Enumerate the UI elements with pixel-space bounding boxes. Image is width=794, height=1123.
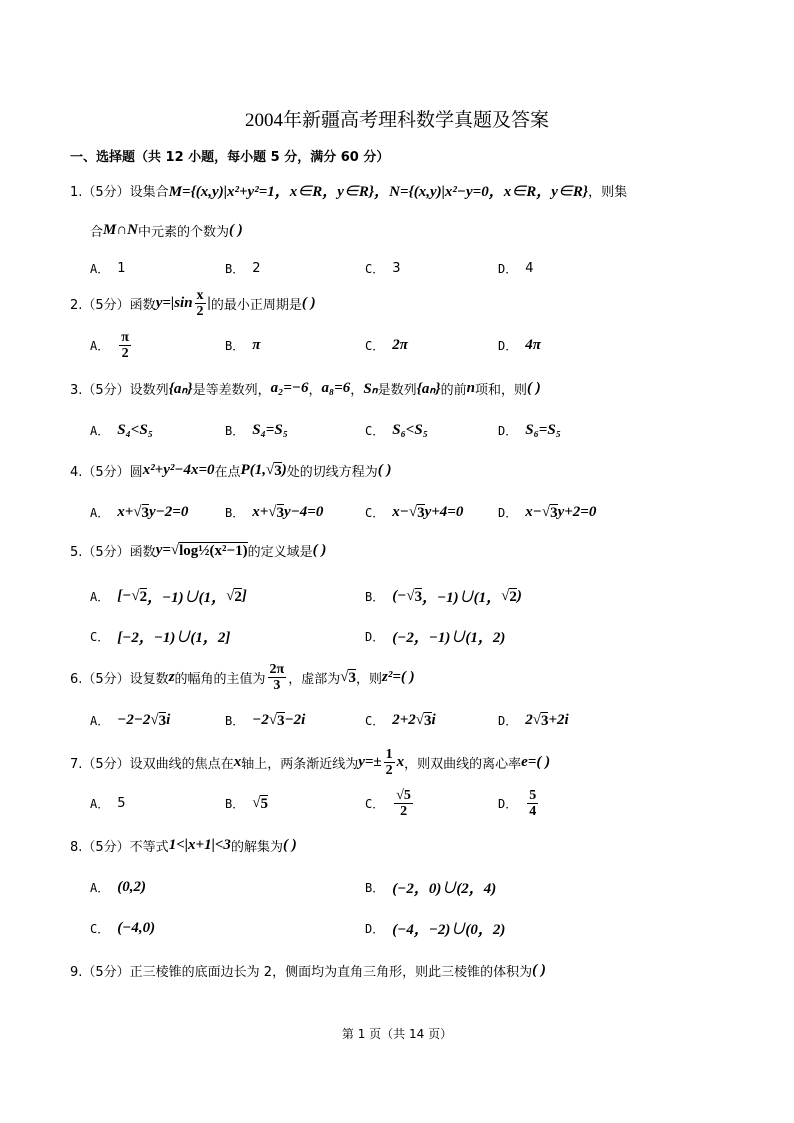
radical-sign: √ xyxy=(131,587,140,604)
text-run: 是数列 xyxy=(377,382,417,398)
option-label: B． xyxy=(225,796,245,811)
text-run: ，则集 xyxy=(588,184,628,200)
radicand: 5 xyxy=(260,795,268,812)
fraction-denominator: 3 xyxy=(273,677,281,693)
radical-sign: √ xyxy=(340,668,349,685)
answer-option[interactable] xyxy=(365,586,522,606)
math-expression: −2−2 xyxy=(117,711,151,728)
answer-option[interactable] xyxy=(365,787,415,819)
text-run: 合 xyxy=(90,224,104,240)
answer-option[interactable] xyxy=(225,258,261,278)
fraction-denominator: 2 xyxy=(385,762,393,778)
answer-option[interactable] xyxy=(90,329,133,361)
math-expression: (−2，−1)∪(1，2) xyxy=(392,629,506,646)
radicand: 3 xyxy=(158,712,167,729)
fraction-numerator: 2π xyxy=(269,661,285,677)
question-stem xyxy=(70,180,627,200)
math-expression: (−4，−2)∪(0，2) xyxy=(392,921,506,938)
answer-option[interactable] xyxy=(90,626,230,646)
answer-option[interactable] xyxy=(225,793,268,813)
math-expression: x− xyxy=(392,503,409,520)
question-stem xyxy=(70,661,415,693)
question-stem xyxy=(70,460,391,480)
radicand: 3 xyxy=(276,504,285,521)
text-run: 在点 xyxy=(214,464,241,480)
radicand: 3 xyxy=(348,669,356,686)
option-label: A． xyxy=(90,713,110,728)
radicand: 3 xyxy=(417,504,425,521)
text-run: 的定义域是 xyxy=(247,544,313,560)
math-expression: ，−1)∪(1， xyxy=(147,589,227,606)
option-label: B． xyxy=(225,505,245,520)
radical-sign: √ xyxy=(415,711,425,728)
fraction-numerator: 1 xyxy=(385,746,393,762)
radicand: 3 xyxy=(550,504,558,521)
text-run: 5 xyxy=(117,795,126,811)
option-label: D． xyxy=(498,423,518,438)
square-root xyxy=(542,504,558,521)
option-label: A． xyxy=(90,338,110,353)
radicand: 2 xyxy=(509,588,517,605)
math-expression: +2i xyxy=(548,711,569,728)
math-expression: S₄<S₅ xyxy=(117,421,153,438)
option-label: D． xyxy=(498,505,518,520)
option-label: A． xyxy=(90,880,110,895)
fraction-denominator: 2 xyxy=(121,345,129,361)
radical-sign: √ xyxy=(150,711,159,728)
square-root xyxy=(268,504,284,521)
fraction-denominator: 2 xyxy=(400,803,408,819)
radicand: 3 xyxy=(277,712,285,729)
radicand: 3 xyxy=(274,462,282,479)
radical-sign: √ xyxy=(501,587,510,604)
answer-option[interactable] xyxy=(365,918,505,938)
square-root xyxy=(416,712,432,729)
math-expression: y−2=0 xyxy=(149,503,189,520)
math-expression: y=± xyxy=(358,753,382,770)
math-expression: (−4,0) xyxy=(117,919,156,936)
option-label: B． xyxy=(225,423,245,438)
answer-option[interactable] xyxy=(90,793,126,813)
section-heading: 一、选择题（共 12 小题，每小题 5 分，满分 60 分） xyxy=(70,149,390,165)
answer-option[interactable] xyxy=(498,335,541,355)
answer-option[interactable] xyxy=(90,586,247,606)
math-expression: z xyxy=(168,668,175,685)
math-expression: ( ) xyxy=(301,294,316,311)
square-root xyxy=(226,588,242,605)
answer-option[interactable] xyxy=(225,335,260,355)
option-label: B． xyxy=(365,880,385,895)
answer-option[interactable] xyxy=(498,502,596,522)
fraction-denominator: 2 xyxy=(196,303,204,319)
answer-option[interactable] xyxy=(90,420,153,440)
text-run: ，则双曲线的离心率 xyxy=(404,756,522,772)
answer-option[interactable] xyxy=(225,710,305,730)
option-label: A． xyxy=(90,796,110,811)
square-root xyxy=(340,669,356,686)
page-footer: 第 1 页（共 14 页） xyxy=(341,1026,453,1041)
radical-sign: √ xyxy=(252,794,261,811)
radical-sign: √ xyxy=(406,587,415,604)
square-root xyxy=(533,712,549,729)
math-expression: y= xyxy=(155,541,171,558)
option-label: C． xyxy=(90,921,110,936)
option-label: D． xyxy=(365,629,385,644)
math-expression: ] xyxy=(241,587,247,604)
radicand: log½(x²−1) xyxy=(179,542,248,559)
option-label: A． xyxy=(90,589,110,604)
answer-option[interactable] xyxy=(365,258,401,278)
square-root xyxy=(133,504,149,521)
text-run: 8.（5分）不等式 xyxy=(70,839,169,855)
math-expression: (−2，0)∪(2，4) xyxy=(392,880,497,897)
math-expression: 2π xyxy=(392,336,408,353)
option-label: C． xyxy=(365,796,385,811)
math-expression: −2 xyxy=(252,711,269,728)
math-expression: y+4=0 xyxy=(424,503,464,520)
math-expression: π xyxy=(252,336,261,353)
answer-option[interactable] xyxy=(498,258,534,278)
answer-option[interactable] xyxy=(498,420,561,440)
text-run: 项和，则 xyxy=(474,382,527,398)
math-expression: n xyxy=(466,379,475,396)
answer-option[interactable] xyxy=(365,335,408,355)
radical-sign: √ xyxy=(408,503,418,520)
radical-sign: √ xyxy=(226,587,235,604)
fraction xyxy=(195,288,206,319)
math-expression: y−4=0 xyxy=(284,503,324,520)
math-expression: S₆=S₅ xyxy=(525,421,561,438)
fraction-numerator: 5 xyxy=(529,787,537,803)
math-expression: ) xyxy=(516,587,522,604)
option-label: B． xyxy=(225,261,245,276)
square-root xyxy=(252,795,268,812)
answer-option[interactable] xyxy=(498,787,540,819)
fraction xyxy=(527,788,538,819)
math-expression: y=|sin xyxy=(155,294,193,311)
square-root xyxy=(171,542,248,559)
math-expression: −2i xyxy=(284,711,306,728)
option-label: C． xyxy=(365,505,385,520)
radicand: 3 xyxy=(424,712,432,729)
fraction xyxy=(268,662,287,693)
radicand: 2 xyxy=(139,588,148,605)
fraction-numerator: x xyxy=(196,287,204,303)
math-expression: a₂=−6 xyxy=(270,379,309,396)
option-label: C． xyxy=(365,423,385,438)
option-label: D． xyxy=(498,261,518,276)
question-stem xyxy=(70,540,326,560)
math-expression: ，−1)∪(1， xyxy=(422,589,502,606)
answer-option[interactable] xyxy=(225,420,288,440)
option-label: A． xyxy=(90,261,110,276)
radicand: 2 xyxy=(234,588,242,605)
math-expression: [− xyxy=(117,587,132,604)
math-expression: ( ) xyxy=(532,961,546,978)
option-label: C． xyxy=(365,261,385,276)
text-run: 1.（5分）设集合 xyxy=(70,184,169,200)
math-expression: e=( ) xyxy=(521,753,551,770)
option-label: C． xyxy=(365,338,385,353)
math-expression: {aₙ} xyxy=(168,380,193,397)
math-expression: z²=( ) xyxy=(381,668,415,685)
math-expression: ( ) xyxy=(228,221,243,238)
fraction-numerator: √5 xyxy=(396,787,411,803)
option-label: D． xyxy=(365,921,385,936)
text-run: 7.（5分）设双曲线的焦点在 xyxy=(70,756,234,772)
option-label: D． xyxy=(498,796,518,811)
math-expression: x²+y²−4x=0 xyxy=(142,461,215,478)
answer-option[interactable] xyxy=(365,502,463,522)
text-run: 轴上，两条渐近线为 xyxy=(241,756,359,772)
radical-sign: √ xyxy=(532,711,541,728)
radical-sign: √ xyxy=(541,503,551,520)
text-run: ， xyxy=(308,382,322,398)
question-stem xyxy=(70,287,316,319)
square-root xyxy=(131,588,147,605)
radical-sign: √ xyxy=(170,541,180,558)
option-label: A． xyxy=(90,423,110,438)
square-root xyxy=(150,712,166,729)
option-label: B． xyxy=(225,713,245,728)
math-expression: M∩N xyxy=(103,221,138,238)
option-label: A． xyxy=(90,505,110,520)
question-stem xyxy=(70,960,546,980)
math-expression: {aₙ} xyxy=(416,380,441,397)
question-stem-continued xyxy=(90,220,243,240)
option-label: C． xyxy=(365,713,385,728)
answer-option[interactable] xyxy=(90,710,170,730)
math-expression: y+2=0 xyxy=(557,503,597,520)
text-run: 处的切线方程为 xyxy=(286,464,378,480)
answer-option[interactable] xyxy=(90,918,155,938)
math-expression: (− xyxy=(392,587,407,604)
answer-option[interactable] xyxy=(498,710,569,730)
math-expression: 2+2 xyxy=(392,711,416,728)
math-expression: (0,2) xyxy=(117,878,146,895)
math-expression: ) xyxy=(281,461,287,478)
math-expression: x+ xyxy=(117,503,134,520)
text-run: 2 xyxy=(252,260,261,276)
math-expression: 1<|x+1|<3 xyxy=(168,836,231,853)
text-run: ，虚部为 xyxy=(288,671,341,687)
fraction xyxy=(384,747,395,778)
answer-option[interactable] xyxy=(225,502,323,522)
text-run: 的解集为 xyxy=(230,839,283,855)
math-expression: x+ xyxy=(252,503,269,520)
text-run: 3 xyxy=(392,260,401,276)
math-expression: x xyxy=(233,753,242,770)
radical-sign: √ xyxy=(268,503,277,520)
square-root xyxy=(266,462,282,479)
math-expression: M={(x,y)|x²+y²=1，x∈R，y∈R}，N={(x,y)|x²−y=0，x∈R，y∈R} xyxy=(168,183,589,200)
radical-sign: √ xyxy=(133,503,142,520)
fraction-denominator: 4 xyxy=(529,803,537,819)
option-label: D． xyxy=(498,338,518,353)
text-run: 中元素的个数为 xyxy=(137,224,229,240)
text-run: 3.（5分）设数列 xyxy=(70,382,169,398)
option-label: B． xyxy=(225,338,245,353)
math-expression: i xyxy=(166,711,171,728)
math-expression: | xyxy=(207,294,211,311)
option-label: D． xyxy=(498,713,518,728)
math-expression: a₈=6 xyxy=(321,379,351,396)
answer-option[interactable] xyxy=(90,258,126,278)
text-run: 是等差数列， xyxy=(192,382,271,398)
question-stem xyxy=(70,378,541,398)
math-expression: P(1, xyxy=(240,461,266,478)
answer-option[interactable] xyxy=(365,420,428,440)
square-root xyxy=(406,588,422,605)
square-root xyxy=(501,588,517,605)
math-expression: x− xyxy=(525,503,542,520)
question-stem xyxy=(70,746,551,778)
text-run: 的最小正周期是 xyxy=(210,297,302,313)
math-expression: 4π xyxy=(525,336,541,353)
math-expression: x xyxy=(396,753,405,770)
text-run: 的幅角的主值为 xyxy=(174,671,266,687)
text-run: 2.（5分）函数 xyxy=(70,297,156,313)
page-title: 2004年新疆高考理科数学真题及答案 xyxy=(244,109,549,131)
math-expression: i xyxy=(431,711,436,728)
text-run: 9.（5分）正三棱锥的底面边长为 2，侧面均为直角三角形，则此三棱锥的体积为 xyxy=(70,964,533,980)
answer-option[interactable] xyxy=(90,877,146,897)
math-expression: S₄=S₅ xyxy=(252,421,288,438)
answer-option[interactable] xyxy=(365,877,496,897)
fraction xyxy=(119,330,131,361)
radical-sign: √ xyxy=(268,711,278,728)
math-expression: Sₙ xyxy=(363,380,378,397)
fraction-numerator: π xyxy=(121,329,129,345)
radicand: 3 xyxy=(540,712,549,729)
answer-option[interactable] xyxy=(365,626,505,646)
text-run: 5.（5分）函数 xyxy=(70,544,156,560)
math-expression: ( ) xyxy=(526,379,541,396)
radicand: 3 xyxy=(414,588,423,605)
radical-sign: √ xyxy=(265,461,275,478)
text-run: 的前 xyxy=(440,382,467,398)
answer-option[interactable] xyxy=(90,502,188,522)
text-run: 6.（5分）设复数 xyxy=(70,671,169,687)
radicand: 3 xyxy=(141,504,150,521)
math-expression: ( ) xyxy=(312,541,327,558)
fraction xyxy=(394,788,413,819)
math-expression: ( ) xyxy=(377,461,392,478)
answer-option[interactable] xyxy=(365,710,436,730)
option-label: C． xyxy=(90,629,110,644)
question-stem xyxy=(70,835,297,855)
text-run: 4 xyxy=(525,260,534,276)
text-run: 1 xyxy=(117,260,126,276)
square-root xyxy=(269,712,285,729)
option-label: B． xyxy=(365,589,385,604)
text-run: 4.（5分）圆 xyxy=(70,464,143,480)
math-expression: ( ) xyxy=(282,836,297,853)
math-expression: S₆<S₅ xyxy=(392,421,428,438)
square-root xyxy=(409,504,425,521)
math-expression: [−2，−1)∪(1，2] xyxy=(117,629,231,646)
text-run: ，则 xyxy=(355,671,382,687)
text-run: ， xyxy=(350,382,364,398)
math-expression: 2 xyxy=(525,711,533,728)
